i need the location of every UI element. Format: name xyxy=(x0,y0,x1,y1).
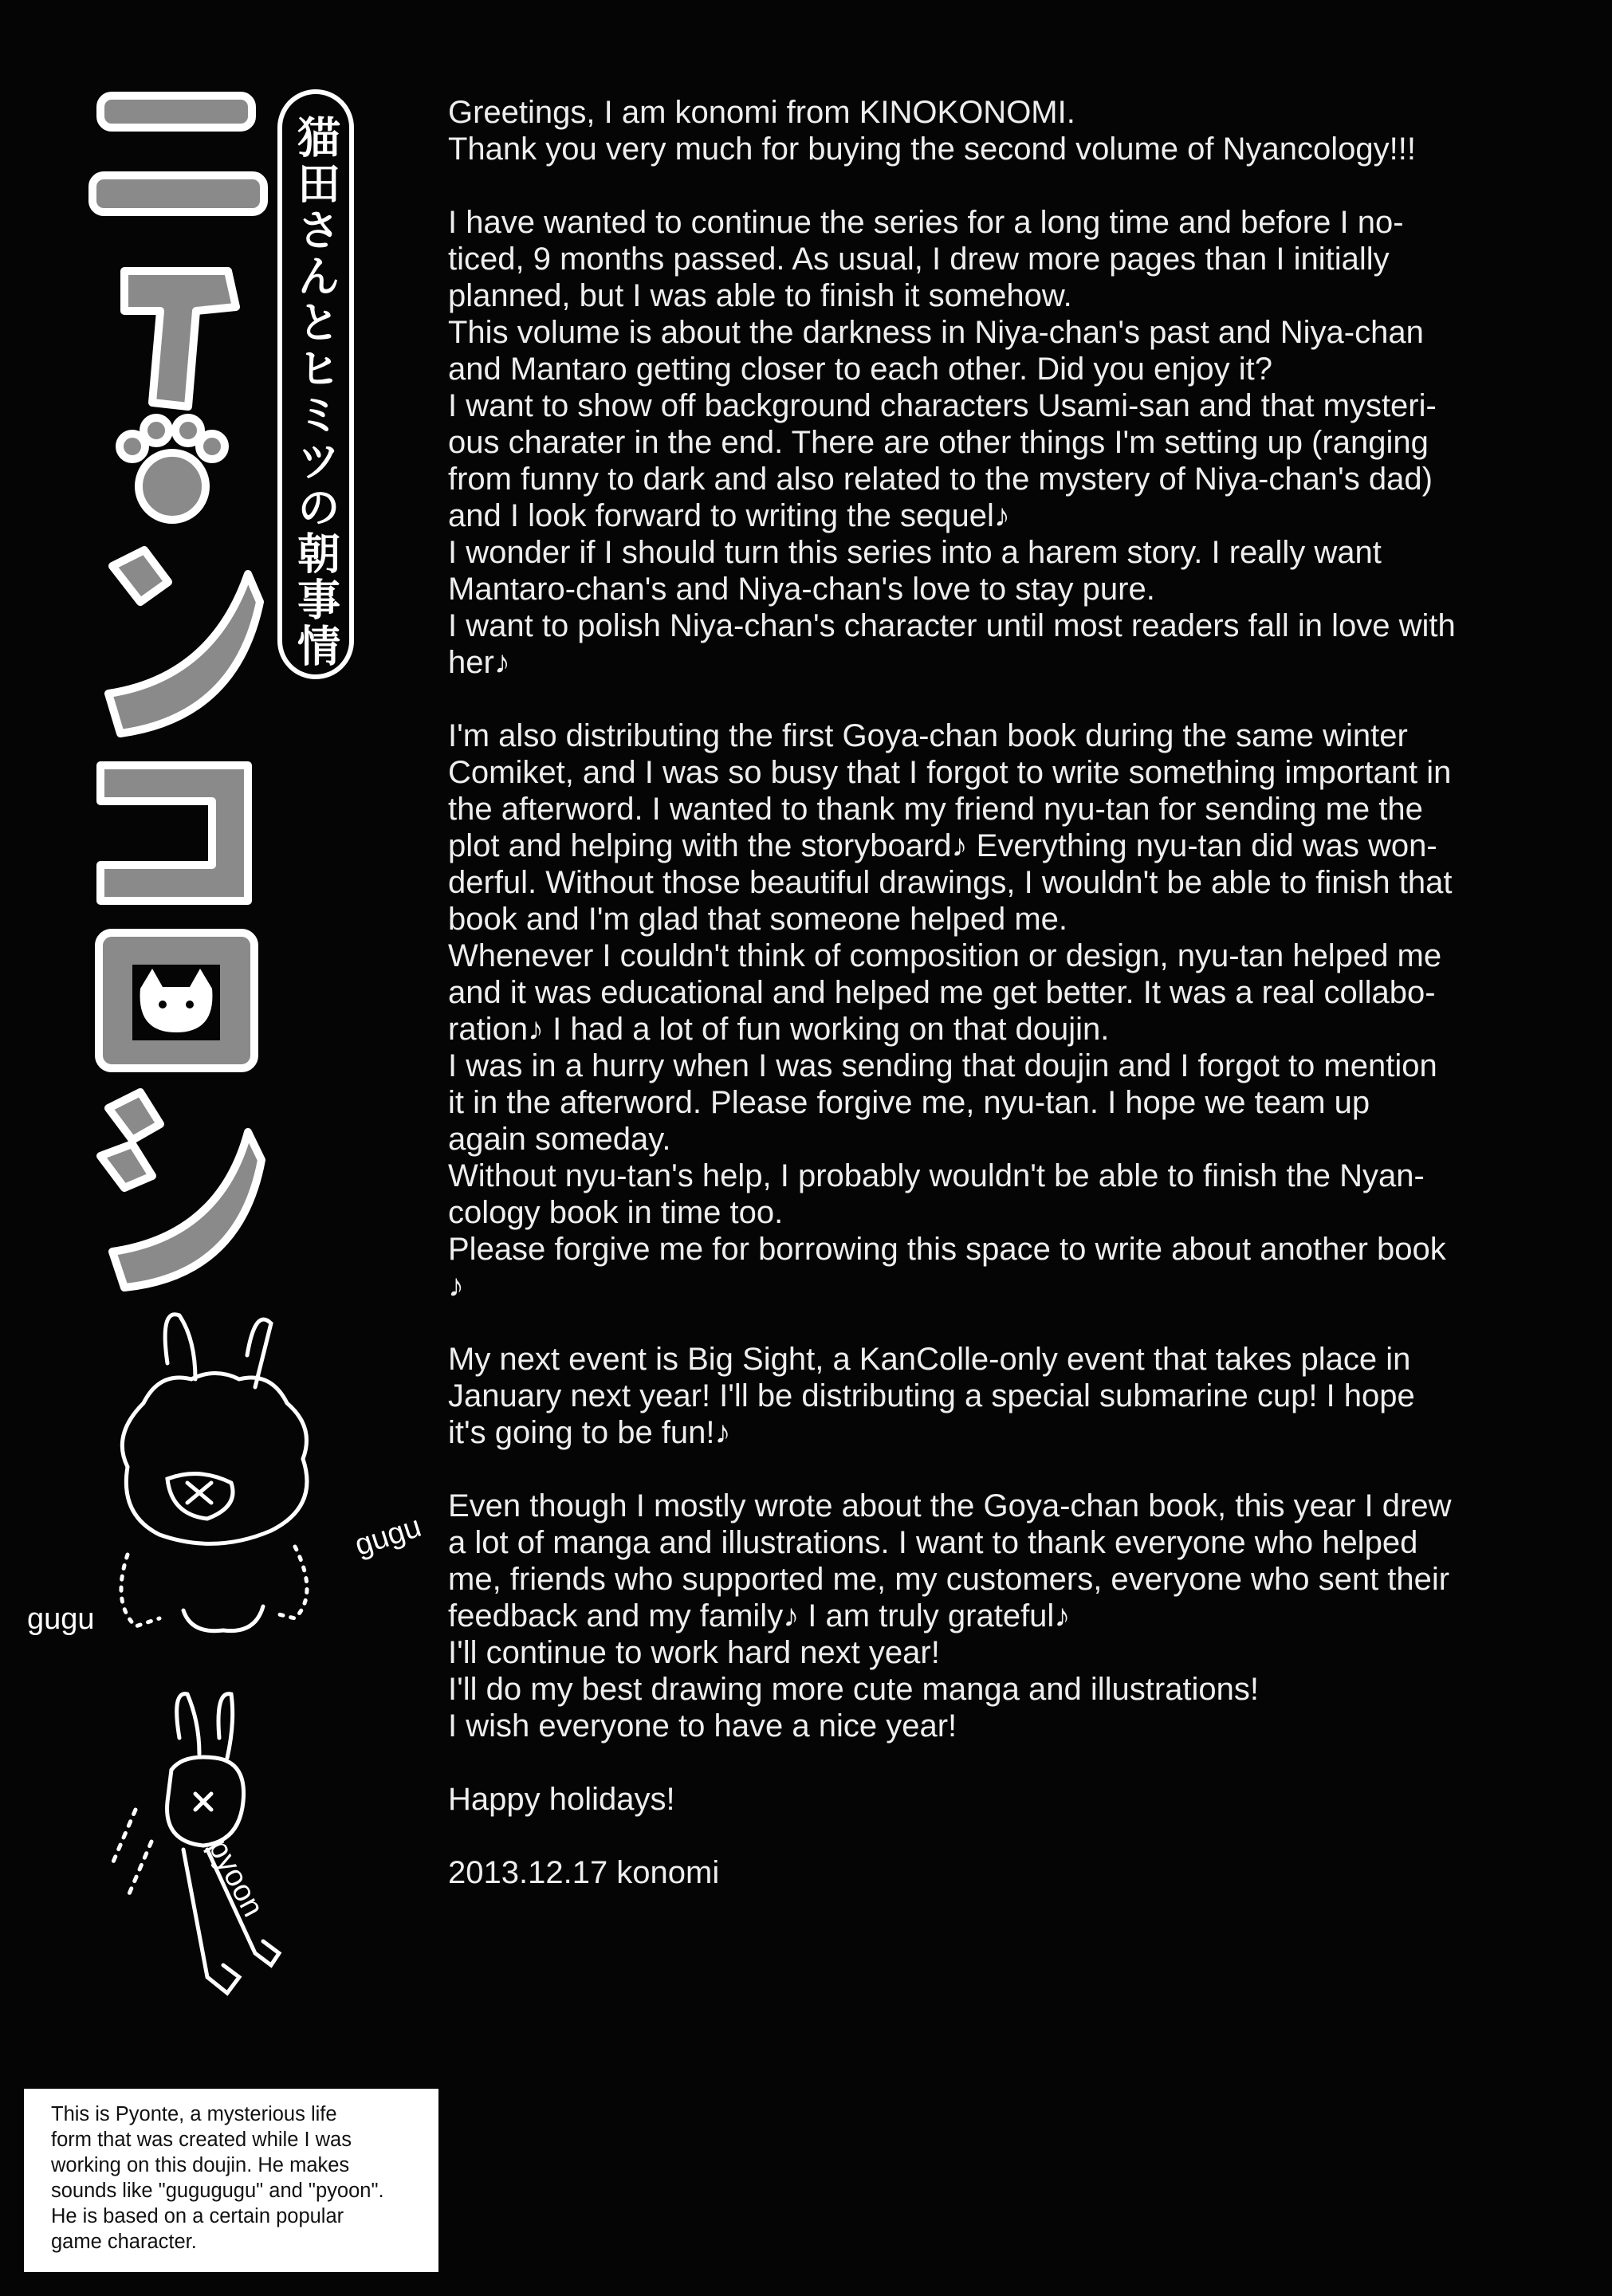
afterword-line: I'll do my best drawing more cute manga and illustrations! xyxy=(448,1672,1260,1707)
afterword-line: I was in a hurry when I was sending that doujin and I forgot to mention xyxy=(448,1048,1437,1083)
afterword-line: and it was educational and helped me get better. It was a real collabo- xyxy=(448,975,1436,1010)
afterword-line: me, friends who supported me, my customers, everyone who sent their xyxy=(448,1562,1450,1597)
afterword-line: it's going to be fun!♪ xyxy=(448,1415,731,1450)
afterword-line: cology book in time too. xyxy=(448,1195,784,1230)
afterword-line: 2013.12.17 konomi xyxy=(448,1855,720,1890)
caption-line: game character. xyxy=(51,2231,197,2253)
afterword-line: I have wanted to continue the series for a long time and before I no- xyxy=(448,205,1404,240)
afterword-line: Thank you very much for buying the second volume of Nyancology!!! xyxy=(448,132,1416,167)
caption-line: working on this doujin. He makes xyxy=(51,2154,350,2176)
paragraph-gap xyxy=(448,167,1588,204)
caption-line: sounds like "gugugugu" and "pyoon". xyxy=(51,2180,384,2202)
afterword-line: I want to polish Niya-chan's character until most readers fall in love with xyxy=(448,608,1456,643)
subtitle-pill xyxy=(277,89,354,679)
afterword-line: it in the afterword. Please forgive me, nyu-tan. I hope we team up xyxy=(448,1085,1370,1120)
afterword-line: ticed, 9 months passed. As usual, I drew more pages than I initially xyxy=(448,242,1390,277)
paragraph-gap xyxy=(448,1304,1588,1341)
afterword-line: Greetings, I am konomi from KINOKONOMI. xyxy=(448,95,1075,130)
big-body xyxy=(122,1374,307,1544)
afterword-line: I want to show off background characters Usami-san and that mysteri- xyxy=(448,388,1437,423)
pyonte-drawing xyxy=(0,1292,446,2073)
paragraph-gap xyxy=(448,1744,1588,1781)
pyonte-doodles xyxy=(0,1292,446,2073)
afterword-line: Whenever I couldn't think of composition or design, nyu-tan helped me xyxy=(448,938,1442,973)
afterword-line: ration♪ I had a lot of fun working on that doujin. xyxy=(448,1012,1110,1047)
afterword-line: Comiket, and I was so busy that I forgot to write something important in xyxy=(448,755,1452,790)
paragraph-gap xyxy=(448,681,1588,718)
caption-line: He is based on a certain popular xyxy=(51,2205,344,2227)
afterword-line: This volume is about the darkness in Niya-chan's past and Niya-chan xyxy=(448,315,1424,350)
afterword-line: Mantaro-chan's and Niya-chan's love to stay pure. xyxy=(448,572,1155,607)
afterword-line: Without nyu-tan's help, I probably wouldn't be able to finish the Nyan- xyxy=(448,1158,1425,1193)
afterword-line: I wish everyone to have a nice year! xyxy=(448,1708,957,1744)
big-face-x xyxy=(187,1483,211,1503)
afterword-line: feedback and my family♪ I am truly grateful♪ xyxy=(448,1598,1071,1634)
afterword-line: I'm also distributing the first Goya-chan book during the same winter xyxy=(448,718,1408,753)
subtitle-text: 猫田さんとヒミツの朝事情 xyxy=(290,115,341,670)
afterword-line: and Mantaro getting closer to each other. Did you enjoy it? xyxy=(448,352,1272,387)
afterword-line: ous charater in the end. There are other things I'm setting up (ranging xyxy=(448,425,1429,460)
pyonte-caption xyxy=(51,2101,411,2255)
sfx-gugu-left: gugu xyxy=(27,1602,95,1636)
title-column xyxy=(0,0,431,2296)
sfx-pyoon: pyoon xyxy=(201,1834,270,1923)
afterword-line: her♪ xyxy=(448,645,510,680)
afterword-line: Happy holidays! xyxy=(448,1782,675,1817)
afterword-line: Even though I mostly wrote about the Goya-chan book, this year I drew xyxy=(448,1488,1452,1523)
afterword-line: I'll continue to work hard next year! xyxy=(448,1635,940,1670)
afterword-line: derful. Without those beautiful drawings, I wouldn't be able to finish that xyxy=(448,865,1453,900)
pyonte-caption-box xyxy=(24,2089,438,2272)
caption-line: This is Pyonte, a mysterious life xyxy=(51,2103,337,2125)
sfx-gugu-right: gugu xyxy=(351,1509,426,1563)
afterword-line: ♪ xyxy=(448,1268,464,1303)
afterword-line: a lot of manga and illustrations. I want to thank everyone who helped xyxy=(448,1525,1418,1560)
afterword-line: My next event is Big Sight, a KanColle-only event that takes place in xyxy=(448,1342,1411,1377)
paragraph-gap xyxy=(448,1818,1588,1854)
afterword-line: the afterword. I wanted to thank my friend nyu-tan for sending me the xyxy=(448,792,1423,827)
afterword-line: from funny to dark and also related to the mystery of Niya-chan's dad) xyxy=(448,462,1433,497)
paragraph-gap xyxy=(448,1451,1588,1488)
afterword-line: again someday. xyxy=(448,1122,671,1157)
afterword-line: and I look forward to writing the sequel♪ xyxy=(448,498,1010,533)
big-ear-left xyxy=(165,1315,195,1379)
afterword-line: Please forgive me for borrowing this space to write about another book xyxy=(448,1232,1446,1267)
main-title-logo xyxy=(77,72,276,1292)
afterword-line: book and I'm glad that someone helped me. xyxy=(448,902,1068,937)
afterword-line: plot and helping with the storyboard♪ Everything nyu-tan did was won- xyxy=(448,828,1437,863)
afterword-text xyxy=(448,94,1588,1891)
afterword-line: I wonder if I should turn this series into a harem story. I really want xyxy=(448,535,1382,570)
afterword-line: planned, but I was able to finish it somehow. xyxy=(448,278,1072,313)
caption-line: form that was created while I was xyxy=(51,2129,352,2151)
afterword-line: January next year! I'll be distributing a special submarine cup! I hope xyxy=(448,1378,1415,1413)
title-logo-art xyxy=(77,72,276,1292)
